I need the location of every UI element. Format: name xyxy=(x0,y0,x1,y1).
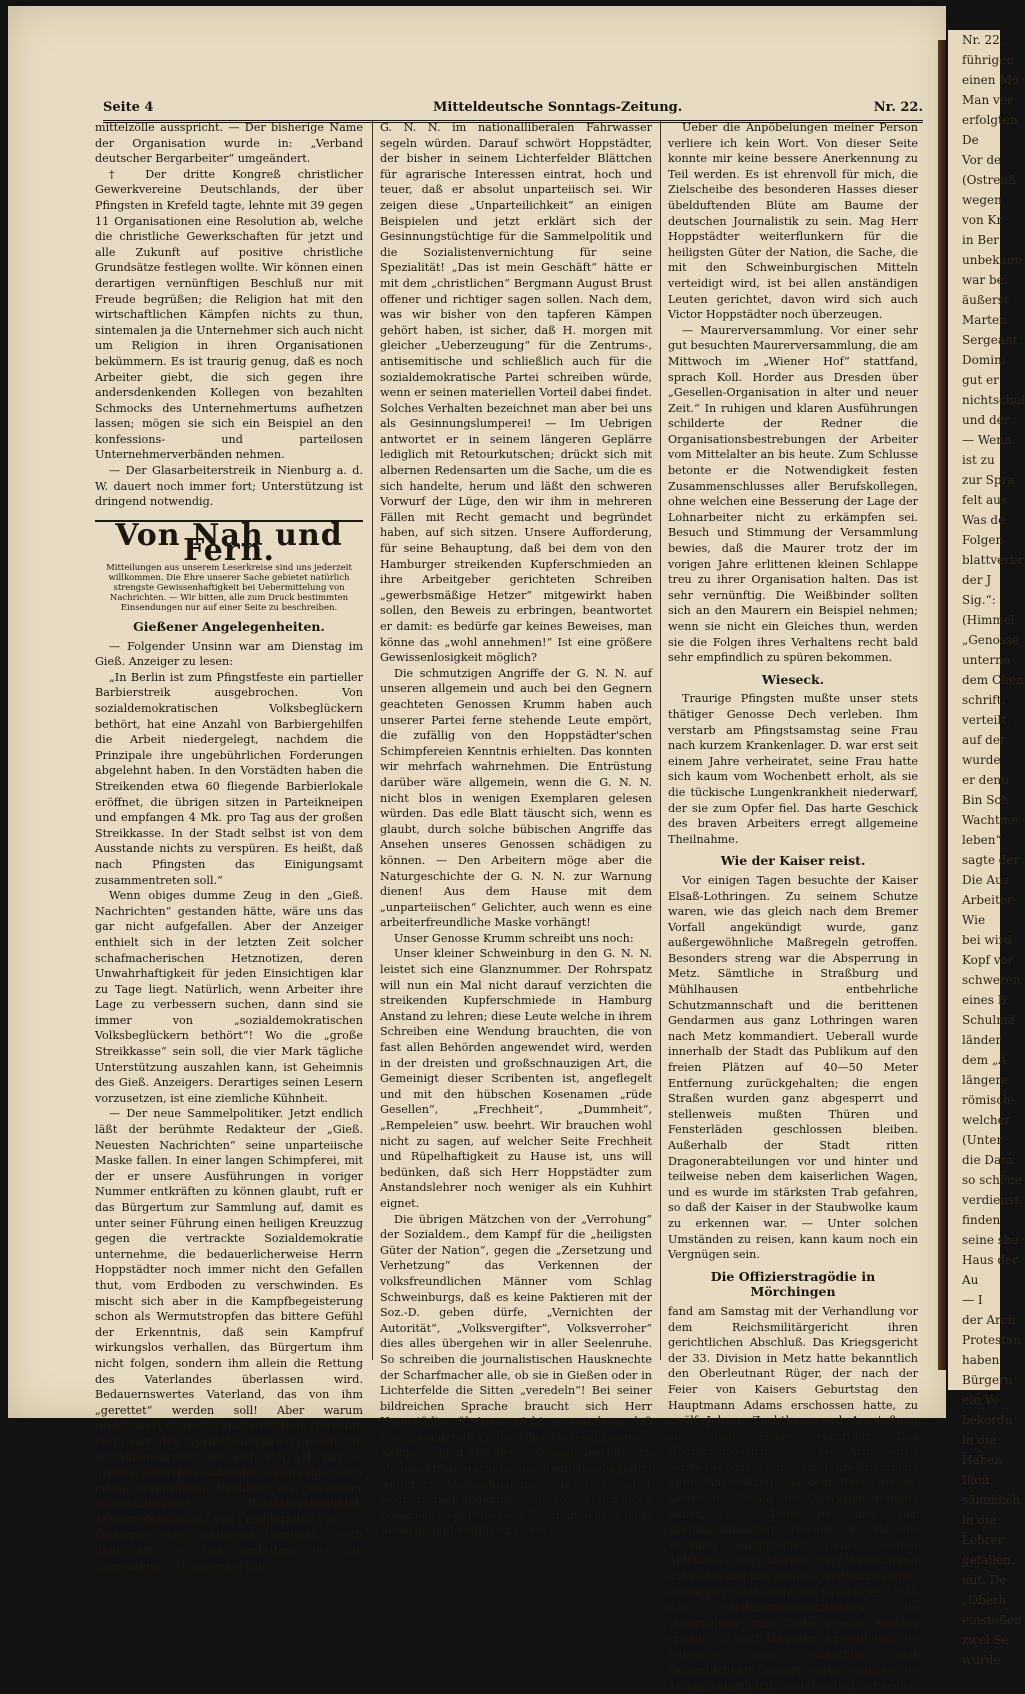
paragraph: Vor einigen Tagen besuchte der Kaiser Elsaß-Lothringen. Zu seinem Schutze waren, wie das gleich nach dem Bremer Vorfall angekündigt wurde, ganz außergewöhnliche Maßregeln getroffen. Besonders streng war die Absperrung in Metz. Sämtliche in Straßburg und Mühlhausen entbehrliche Schutzmannschaft und die berittenen Gendarmen aus ganz Lothringen waren nach Metz kommandiert. Ueberall wurde innerhalb der Stadt das Publikum auf den freien Plätzen auf 40—50 Meter Entfernung zurückgehalten; die engen Straßen wurden ganz abgesperrt und stellenweis mußten Thüren und Fensterläden geschlossen bleiben. Außerhalb der Stadt ritten Dragonerabteilungen vor und hinter und teilweise neben dem kaiserlichen Wagen, und es wurde im stärksten Trab gefahren, so daß der Kaiser in der Staubwolke kaum zu erkennen war. — Unter solchen Umständen zu reisen, kann kaum noch ein Vergnügen sein. xyxy=(668,873,918,1262)
adjacent-page-fragment: schweren xyxy=(962,973,1021,987)
adjacent-page-fragment: Sergeant xyxy=(962,333,1018,347)
adjacent-page-fragment: in Ber xyxy=(962,233,1000,247)
adjacent-page-fragment: „Oberh xyxy=(962,1593,1007,1607)
adjacent-page-fragment: Lehrer xyxy=(962,1533,1004,1547)
adjacent-page-fragment: schrift: xyxy=(962,693,1006,707)
adjacent-page-fragment: felt aus xyxy=(962,493,1008,507)
adjacent-page-fragment: Schulmä xyxy=(962,1013,1015,1027)
adjacent-page-fragment: gut er xyxy=(962,373,999,387)
adjacent-page-fragment: „Genosse xyxy=(962,633,1020,647)
adjacent-page-fragment: Kopf vor xyxy=(962,953,1014,967)
adjacent-page-fragment: blattverbr xyxy=(962,553,1024,567)
subheading: Wie der Kaiser reist. xyxy=(720,853,866,869)
adjacent-page-fragment: bei wird xyxy=(962,933,1012,947)
adjacent-page-fragment: die Dam xyxy=(962,1153,1013,1167)
adjacent-page-fragment: (Unter xyxy=(962,1133,1003,1147)
adjacent-page-fragment: längere xyxy=(962,1073,1009,1087)
column-2 xyxy=(380,120,652,1538)
adjacent-page-fragment: dem Chen xyxy=(962,673,1024,687)
adjacent-page-fragment: Vor de xyxy=(962,153,1002,167)
adjacent-page-fragment: bekordn xyxy=(962,1413,1013,1427)
adjacent-page-fragment: eines B xyxy=(962,993,1007,1007)
adjacent-page-fragment: in die xyxy=(962,1513,997,1527)
adjacent-page-fragment: Nr. 22. xyxy=(962,33,1004,47)
adjacent-page-fragment: mit. De xyxy=(962,1573,1007,1587)
adjacent-page-fragment: verdienst xyxy=(962,1193,1019,1207)
paragraph: Ueber die Anpöbelungen meiner Person verliere ich kein Wort. Von dieser Seite konnte mir keine bessere Anerkennung zu Teil werden. Es ist ehrenvoll für mich, die Zielscheibe des besonderen Hasses dieser übelduftenden Blüte am Baume der deutschen Journalistik zu sein. Mag Herr Hoppstädter weiterflunkern für die heiligsten Güter der Nation, die Sache, die mit den Schweinburgischen Mitteln verteidigt wird, ist bei allen anständigen Leuten gerichtet, davon wird sich auch Victor Hoppstädter noch überzeugen. xyxy=(668,121,918,322)
adjacent-page-fragment: leben“ xyxy=(962,833,1002,847)
subheading: Wieseck. xyxy=(761,671,825,687)
section-note: Mitteilungen aus unserem Leserkreise sind uns jederzeit willkommen. Die Ehre unserer Sache gebietet natürlich strengste Gewissenhaftigkeit bei Uebermittelung von Nachrichten. — Wir bitten, alle zum Druck bestimmten Einsendungen nur auf einer Seite zu beschreiben. xyxy=(106,563,352,614)
adjacent-page-fragment: von Kr xyxy=(962,213,1003,227)
adjacent-page-fragment: der J xyxy=(962,573,992,587)
adjacent-page-fragment: einen Mo xyxy=(962,73,1019,87)
adjacent-page-fragment: nichtschul xyxy=(962,393,1025,407)
adjacent-page-edge xyxy=(948,30,1025,1667)
adjacent-page-fragment: Bin Sch xyxy=(962,793,1009,807)
paragraph: Unser Genosse Krumm schreibt uns noch: xyxy=(394,931,634,945)
adjacent-page-fragment: Die Aus xyxy=(962,873,1009,887)
adjacent-page-fragment: wurde xyxy=(962,1653,1001,1667)
adjacent-page-fragment: führigen xyxy=(962,53,1014,67)
adjacent-page-fragment: Marten xyxy=(962,313,1007,327)
adjacent-page-fragment: Ilion xyxy=(962,1473,990,1487)
adjacent-page-fragment: Sig.“: xyxy=(962,593,996,607)
subheading: Gießener Angelegenheiten. xyxy=(133,619,325,635)
paragraph: — Maurerversammlung. Vor einer sehr gut besuchten Maurerversammlung, die am Mittwoch im „Wiener Hof“ stattfand, sprach Koll. Horder aus Dresden über „Gesellen-Organisation in alter und neuer Zeit.“ In ruhigen und klaren Ausführungen schilderte der Redner die Organisationsbestrebungen der Arbeiter vom Mittelalter an bis heute. Zum Schlusse betonte er die Notwendigkeit festen Zusammenschlusses aller Berufskollegen, ohne welchen eine Besserung der Lage der Lohnarbeiter nicht zu erkämpfen sei. Besuch und Stimmung der Versammlung bewies, daß die Maurer trotz der im vorigen Jahre erlittenen kleinen Schlappe treu zu ihrer Organisation halten. Das ist sehr vernünftig. Die Weißbinder sollten sich an den Maurern ein Beispiel nehmen; wenn sie nicht ein Gleiches thun, werden sie die Folgen ihres Verhaltens recht bald sehr empfindlich zu spüren bekommen. xyxy=(668,323,918,665)
adjacent-page-fragment: gefallen, xyxy=(962,1553,1015,1567)
adjacent-page-fragment: er denn xyxy=(962,773,1009,787)
adjacent-page-fragment: erfolgten xyxy=(962,113,1018,127)
paragraph: mittelzölle ausspricht. — Der bisherige Name der Organisation wurde in: „Verband deutscher Bergarbeiter“ umgeändert. xyxy=(95,121,363,166)
adjacent-page-fragment: (Himmel xyxy=(962,613,1015,627)
paragraph: fand am Samstag mit der Verhandlung vor dem Reichsmilitärgericht ihren gerichtlichen Abschluß. Das Kriegsgericht der 33. Division in Metz hatte bekanntlich den Oberleutnant Rüger, der nach der Feier von Kaisers Geburtstag den Hauptmann Adams erschossen hatte, zu zwölf Jahren Zuchthaus und Ausstoßung aus dem Heere verurteilt. Das Oberkriegsgericht des 16. Armeekorps setzte die Strafe auf sechs Jahre Zuchthaus unter Ausstoßung aus dem Heere herab. Gegen das Urteil des Oberkriegsgerichts haben der Angeklagte und der Korpskommandeur General v. Häseler Revision angemeldet, jener wegen Ablehnung der Anträge der Verteidigung auf Untersuchung seines Geisteszustandes, dieser rügt, daß nicht auf Grund des § 211 des Militärstrafgesetzbuches die Verurteilung zum Tode wegen Mordes erfolgt ist. Nach längerer Verhandlung, die teilweise unter Ausschluß der Oeffentlichkeit geführt wurde, wurden die Anträge abgelehnt, so daß es bei der sechs- xyxy=(668,1304,918,1693)
paragraph: Unser kleiner Schweinburg in den G. N. N. leistet sich eine Glanznummer. Der Rohrspatz will nun ein Mal nicht darauf verzichten die streikenden Kupferschmiede in Hamburg Anstand zu lehren; diese Leute welche in ihrem Schreiben eine Wendung brauchten, die von fast allen Behörden angewendet wird, werden in der dreisten und großschnauzigen Art, die Gemeinigt dieser Scribenten ist, angeflegelt und mit den hübschen Kosenamen „rüde Gesellen“, „Frechheit“, „Dummheit“, „Rempeleien“ usw. beehrt. Wir brauchen wohl nicht zu sagen, auf welcher Seite Frechheit und Rüpelhaftigkeit zu Hause ist, uns will bedünken, daß sich Herr Hoppstädter zum Anstandslehrer noch weniger als ein Kuhhirt eignet. xyxy=(380,947,652,1210)
adjacent-page-fragment: unterno xyxy=(962,653,1011,667)
column-3 xyxy=(668,120,918,1693)
paragraph: Die schmutzigen Angriffe der G. N. N. auf unseren allgemein und auch bei den Gegnern geachteten Genossen Krumm haben auch unserer Partei ferne stehende Leute empört, die zufällig von den Hoppstädter'schen Schimpfereien Kenntnis erhielten. Das konnten wir mehrfach wahrnehmen. Die Entrüstung darüber wäre allgemein, wenn die G. N. N. nicht blos in wenigen Exemplaren gelesen würden. Das edle Blatt täuscht sich, wenn es glaubt, durch solche bübischen Angriffe das Ansehen unseres Genossen schädigen zu können. — Den Arbeitern möge aber die Naturgeschichte der G. N. N. zur Warnung dienen! Aus dem Hause mit dem „unparteiischen“ Gelichter, auch wenn es eine arbeiterfreundliche Maske vorhängt! xyxy=(380,666,652,930)
adjacent-page-fragment: und der xyxy=(962,413,1010,427)
adjacent-page-fragment: finden xyxy=(962,1213,1001,1227)
adjacent-page-fragment: in die xyxy=(962,1433,997,1447)
adjacent-page-fragment: — Wenn xyxy=(962,433,1012,447)
paragraph: Die übrigen Mätzchen von der „Verrohung“ der Sozialdem., dem Kampf für die „heiligsten Güter der Nation“, gegen die „Zersetzung und Verhetzung“ das Verkennen der volksfreundlichen Männer vom Schlag Schweinburgs, daß es keine Paktieren mit der Soz.-D. geben dürfe, „Vernichten der Autorität“, „Volksvergifter“, Volksverroher“ dies alles übergehen wir in aller Seelenruhe. So schreiben die journalistischen Hausknechte der Scharfmacher alle, ob sie in Gießen oder in Lichterfelde die Sitten „veredeln“! Bei seiner bildreichen Sprache braucht sich Herr Hoppstädter übrigens nicht zu wundern, daß die „gebildeten Kreise“ des Volkes in seinem Kampfe gegen uns meist „Gewehr bei Fuß“ zu stehen; er unterschätzt das Reinlichkeitsgefühl weiterer Volksschichten, die bei aller Gegnerschaft gegenüber der Soz.-D. sich doch bedanken unparteiischen Geschäftsleuten beim Bauernfang behilflich zu sein. xyxy=(380,1212,652,1538)
adjacent-page-fragment: Haben xyxy=(962,1453,1003,1467)
paragraph: Wenn obiges dumme Zeug in den „Gieß. Nachrichten“ gestanden hätte, wäre uns das gar nicht aufgefallen. Aber der Anzeiger enthielt sich in der letzten Zeit solcher schafmacherischen Hetznotizen, deren Unwahrhaftigkeit für jeden Einsichtigen klar zu Tage liegt. Natürlich, wenn Arbeiter ihre Lage zu verbessern suchen, dann sind sie immer von „sozialdemokratischen Volksbeglückern bethört“! Wo die „große Streikkasse“ sein soll, die vier Mark tägliche Unterstützung auszahlen kann, ist Geheimnis des Gieß. Anzeigers. Derartiges seinen Lesern vorzusetzen, ist eine ziemliche Kühnheit. xyxy=(95,889,363,1105)
adjacent-page-fragment: Au xyxy=(962,1273,979,1287)
adjacent-page-fragment: haben xyxy=(962,1353,1000,1367)
adjacent-page-fragment: Wie xyxy=(962,913,986,927)
adjacent-page-fragment: ein Ve xyxy=(962,1393,1000,1407)
adjacent-page-fragment: Was de xyxy=(962,513,1006,527)
adjacent-page-fragment: Haus der xyxy=(962,1253,1018,1267)
paragraph: — Folgender Unsinn war am Dienstag im Gieß. Anzeiger zu lesen: xyxy=(95,639,363,669)
adjacent-page-fragment: sagte der xyxy=(962,853,1020,867)
adjacent-page-fragment: Wachtme xyxy=(962,813,1019,827)
paragraph: Traurige Pfingsten mußte unser stets thätiger Genosse Dech verleben. Ihm verstarb am Pfingstsamstag seine Frau nach kurzem Krankenlager. D. war erst seit einem Jahre verheiratet, seine Frau hatte sich kaum vom Wochenbett erholt, als sie die tückische Lungenkrankheit niederwarf, der sie zum Opfer fiel. Das harte Geschick des braven Arbeiters erregt allgemeine Theilnahme. xyxy=(668,692,918,846)
quote-paragraph: „In Berlin ist zum Pfingstfeste ein partieller Barbierstreik ausgebrochen. Von sozialdemokratischen Volksbeglückern bethört, hat eine Anzahl von Barbiergehilfen die Arbeit niedergelegt, nachdem die Prinzipale ihre ungebührlichen Forderungen abgelehnt haben. In den Vorstädten haben die Streikenden etwa 60 fliegende Barbierlokale eröffnet, die übrigen sitzen in Parteikneipen und empfangen 4 Mk. pro Tag aus der großen Streikkasse. In der Stadt selbst ist von dem Ausstande nichts zu verspüren. Es heißt, daß nach Pfingsten das Einigungsamt zusammentreten soll.“ xyxy=(95,670,363,887)
adjacent-page-fragment: der Arch xyxy=(962,1313,1016,1327)
newspaper-title: Mitteldeutsche Sonntags-Zeitung. xyxy=(433,100,683,115)
adjacent-page-fragment: — I xyxy=(962,1293,983,1307)
adjacent-page-fragment: wegen xyxy=(962,193,1002,207)
adjacent-page-fragment: römisch- xyxy=(962,1093,1015,1107)
paragraph: G. N. N. im nationalliberalen Fahrwasser segeln würden. Darauf schwört Hoppstädter, der bisher in seinem Lichterfelder Blättchen für agrarische Interessen eintrat, hoch und teuer, daß er absolut unparteiisch sei. Wir zeigen diese „Unparteilichkeit“ an einigen Beispielen und jetzt erklärt sich der Gesinnungstüchtige für die Sammelpolitik und die Sozialistenvernichtung für seine Spezialität! „Das ist mein Geschäft“ hätte er mit dem „christlichen“ Bergmann August Brust offener und richtiger sagen sollen. Nach dem, was wir bisher von den tapferen Kämpen gehört haben, ist sicher, daß H. morgen mit gleicher „Ueberzeugung“ für die Zentrums-, antisemitische und schließlich auch für die sozialdemokratische Partei schreiben würde, wenn er seinen materiellen Vorteil dabei findet. Solches Verhalten bezeichnet man aber bei uns als Gesinnungslumperei! — Im Uebrigen antwortet er in seinem längeren Geplärre lediglich mit Retourkutschen; drückt sich mit albernen Redensarten um die Sache, um die es sich handelte, herum und läßt den schweren Vorwurf der Lüge, den wir ihm in mehreren Fällen mit Recht gemacht und begründet haben, auf sich sitzen. Unsere Aufforderung, für seine Behauptung, daß bei dem von den Hamburger streikenden Kupferschmieden an ihre Arbeitgeber gerichteten Schreiben „gewerbsmäßige Hetzer“ mitgewirkt haben sollen, den Beweis zu erbringen, beantwortet er damit: es bedürfe gar keines Beweises, man könne das „wohl annehmen!“ Ist eine größere Gewissenlosigkeit möglich? xyxy=(380,121,652,665)
adjacent-page-fragment: Protestan xyxy=(962,1333,1021,1347)
section-title: Von Nah und Fern. xyxy=(95,520,363,559)
paragraph: † Der dritte Kongreß christlicher Gewerkvereine Deutschlands, der über Pfingsten in Krefeld tagte, lehnte mit 39 gegen 11 Organisationen eine Resolution ab, welche die christliche Gewerkschaften für jetzt und alle Zukunft auf positive christliche Grundsätze festlegen wollte. Wir können einen derartigen vernünftigen Beschluß nur mit Freude begrüßen; die Religion hat mit den wirtschaftlichen Kämpfen nichts zu thun, sintemalen ja die Unternehmer sich auch nicht um Religion in ihren Organisationen bekümmern. Es ist traurig genug, daß es noch Arbeiter giebt, die sich gegen ihre andersdenkenden Kollegen von bezahlten Schmocks des Unternehmertums aufhetzen lassen; mögen sie sich ein Beispiel an den konfessions- und parteilosen Unternehmerverbänden nehmen. xyxy=(95,167,363,462)
adjacent-page-fragment: Arbeiter- xyxy=(962,893,1017,907)
adjacent-page-fragment: unbekann xyxy=(962,253,1023,267)
adjacent-page-fragment: war bei xyxy=(962,273,1008,287)
adjacent-page-fragment: zwei Se xyxy=(962,1633,1009,1647)
adjacent-page-fragment: Man ver xyxy=(962,93,1013,107)
adjacent-page-fragment: dem „A xyxy=(962,1053,1007,1067)
adjacent-page-fragment: seine she xyxy=(962,1233,1019,1247)
book-binding xyxy=(938,40,946,1370)
paragraph: — Der neue Sammelpolitiker. Jetzt endlich läßt der berühmte Redakteur der „Gieß. Neuesten Nachrichten“ seine unparteiische Maske fallen. In einer langen Schimpferei, mit der er unsere Ausführungen in voriger Nummer entkräften zu können glaubt, ruft er das Bürgertum zur Sammlung auf, damit es unter seiner Führung einen heiligen Kreuzzug gegen die vertrackte Sozialdemokratie unternehme, die bedauerlicherweise Herrn Hoppstädter noch immer nicht den Gefallen thut, vom Erdboden zu verschwinden. Es mischt sich aber in die Kampfbegeisterung schon als Wermutstropfen das bittere Gefühl der Erkenntnis, daß sein Kampfruf wirkungslos verhallen, das Bürgertum ihm nicht folgen, sondern ihm allein die Rettung des Vaterlandes überlassen wird. Bedauernswertes Vaterland, das von ihm „gerettet“ werden soll! Aber warum proklamiert denn der in allen Sätteln Gerechte erst jetzt den Vernichtungskrieg gegen die Sozialdemokratie? Als sich Herr H. mit so großem Pomp hier ankündigte, empfahl er sich einem verehrlichen Publikum als gewesener nationalliberaler Reichstagskandidat, Magistratsmitglied von Lichterfelde zc. — Letzteres war, nebenbei bemerkt, auch geflunkert. — Wir gestatten uns die Bemerkung, daß nunmehr die xyxy=(95,1107,363,1573)
column-1 xyxy=(95,120,363,1573)
adjacent-page-fragment: De xyxy=(962,133,979,147)
column-rule xyxy=(660,120,661,1360)
issue-number: Nr. 22. xyxy=(873,100,923,115)
paragraph: — Der Glasarbeiterstreik in Nienburg a. d. W. dauert noch immer fort; Unterstützung ist dringend notwendig. xyxy=(95,464,363,509)
subheading: Die Offizierstragödie in Mörchingen xyxy=(710,1268,876,1300)
adjacent-page-fragment: sämmlich xyxy=(962,1493,1021,1507)
adjacent-page-fragment: verteilt. xyxy=(962,713,1010,727)
page-number: Seite 4 xyxy=(103,100,154,115)
adjacent-page-fragment: welcher xyxy=(962,1113,1011,1127)
adjacent-page-fragment: (Ostreuß xyxy=(962,173,1017,187)
adjacent-page-fragment: Folgen xyxy=(962,533,1004,547)
adjacent-page-fragment: ist zu xyxy=(962,453,995,467)
adjacent-page-fragment: länder xyxy=(962,1033,1002,1047)
adjacent-page-fragment: auf der xyxy=(962,733,1006,747)
adjacent-page-fragment: Domini xyxy=(962,353,1006,367)
adjacent-page-fragment: so schöne xyxy=(962,1173,1022,1187)
column-rule xyxy=(372,120,373,1360)
adjacent-page-fragment: äußerst xyxy=(962,293,1009,307)
adjacent-page-fragment: Bürgern xyxy=(962,1373,1013,1387)
adjacent-page-fragment: wurde xyxy=(962,753,1001,767)
adjacent-page-fragment: einstoßen xyxy=(962,1613,1022,1627)
adjacent-page-fragment: zur Spra xyxy=(962,473,1015,487)
